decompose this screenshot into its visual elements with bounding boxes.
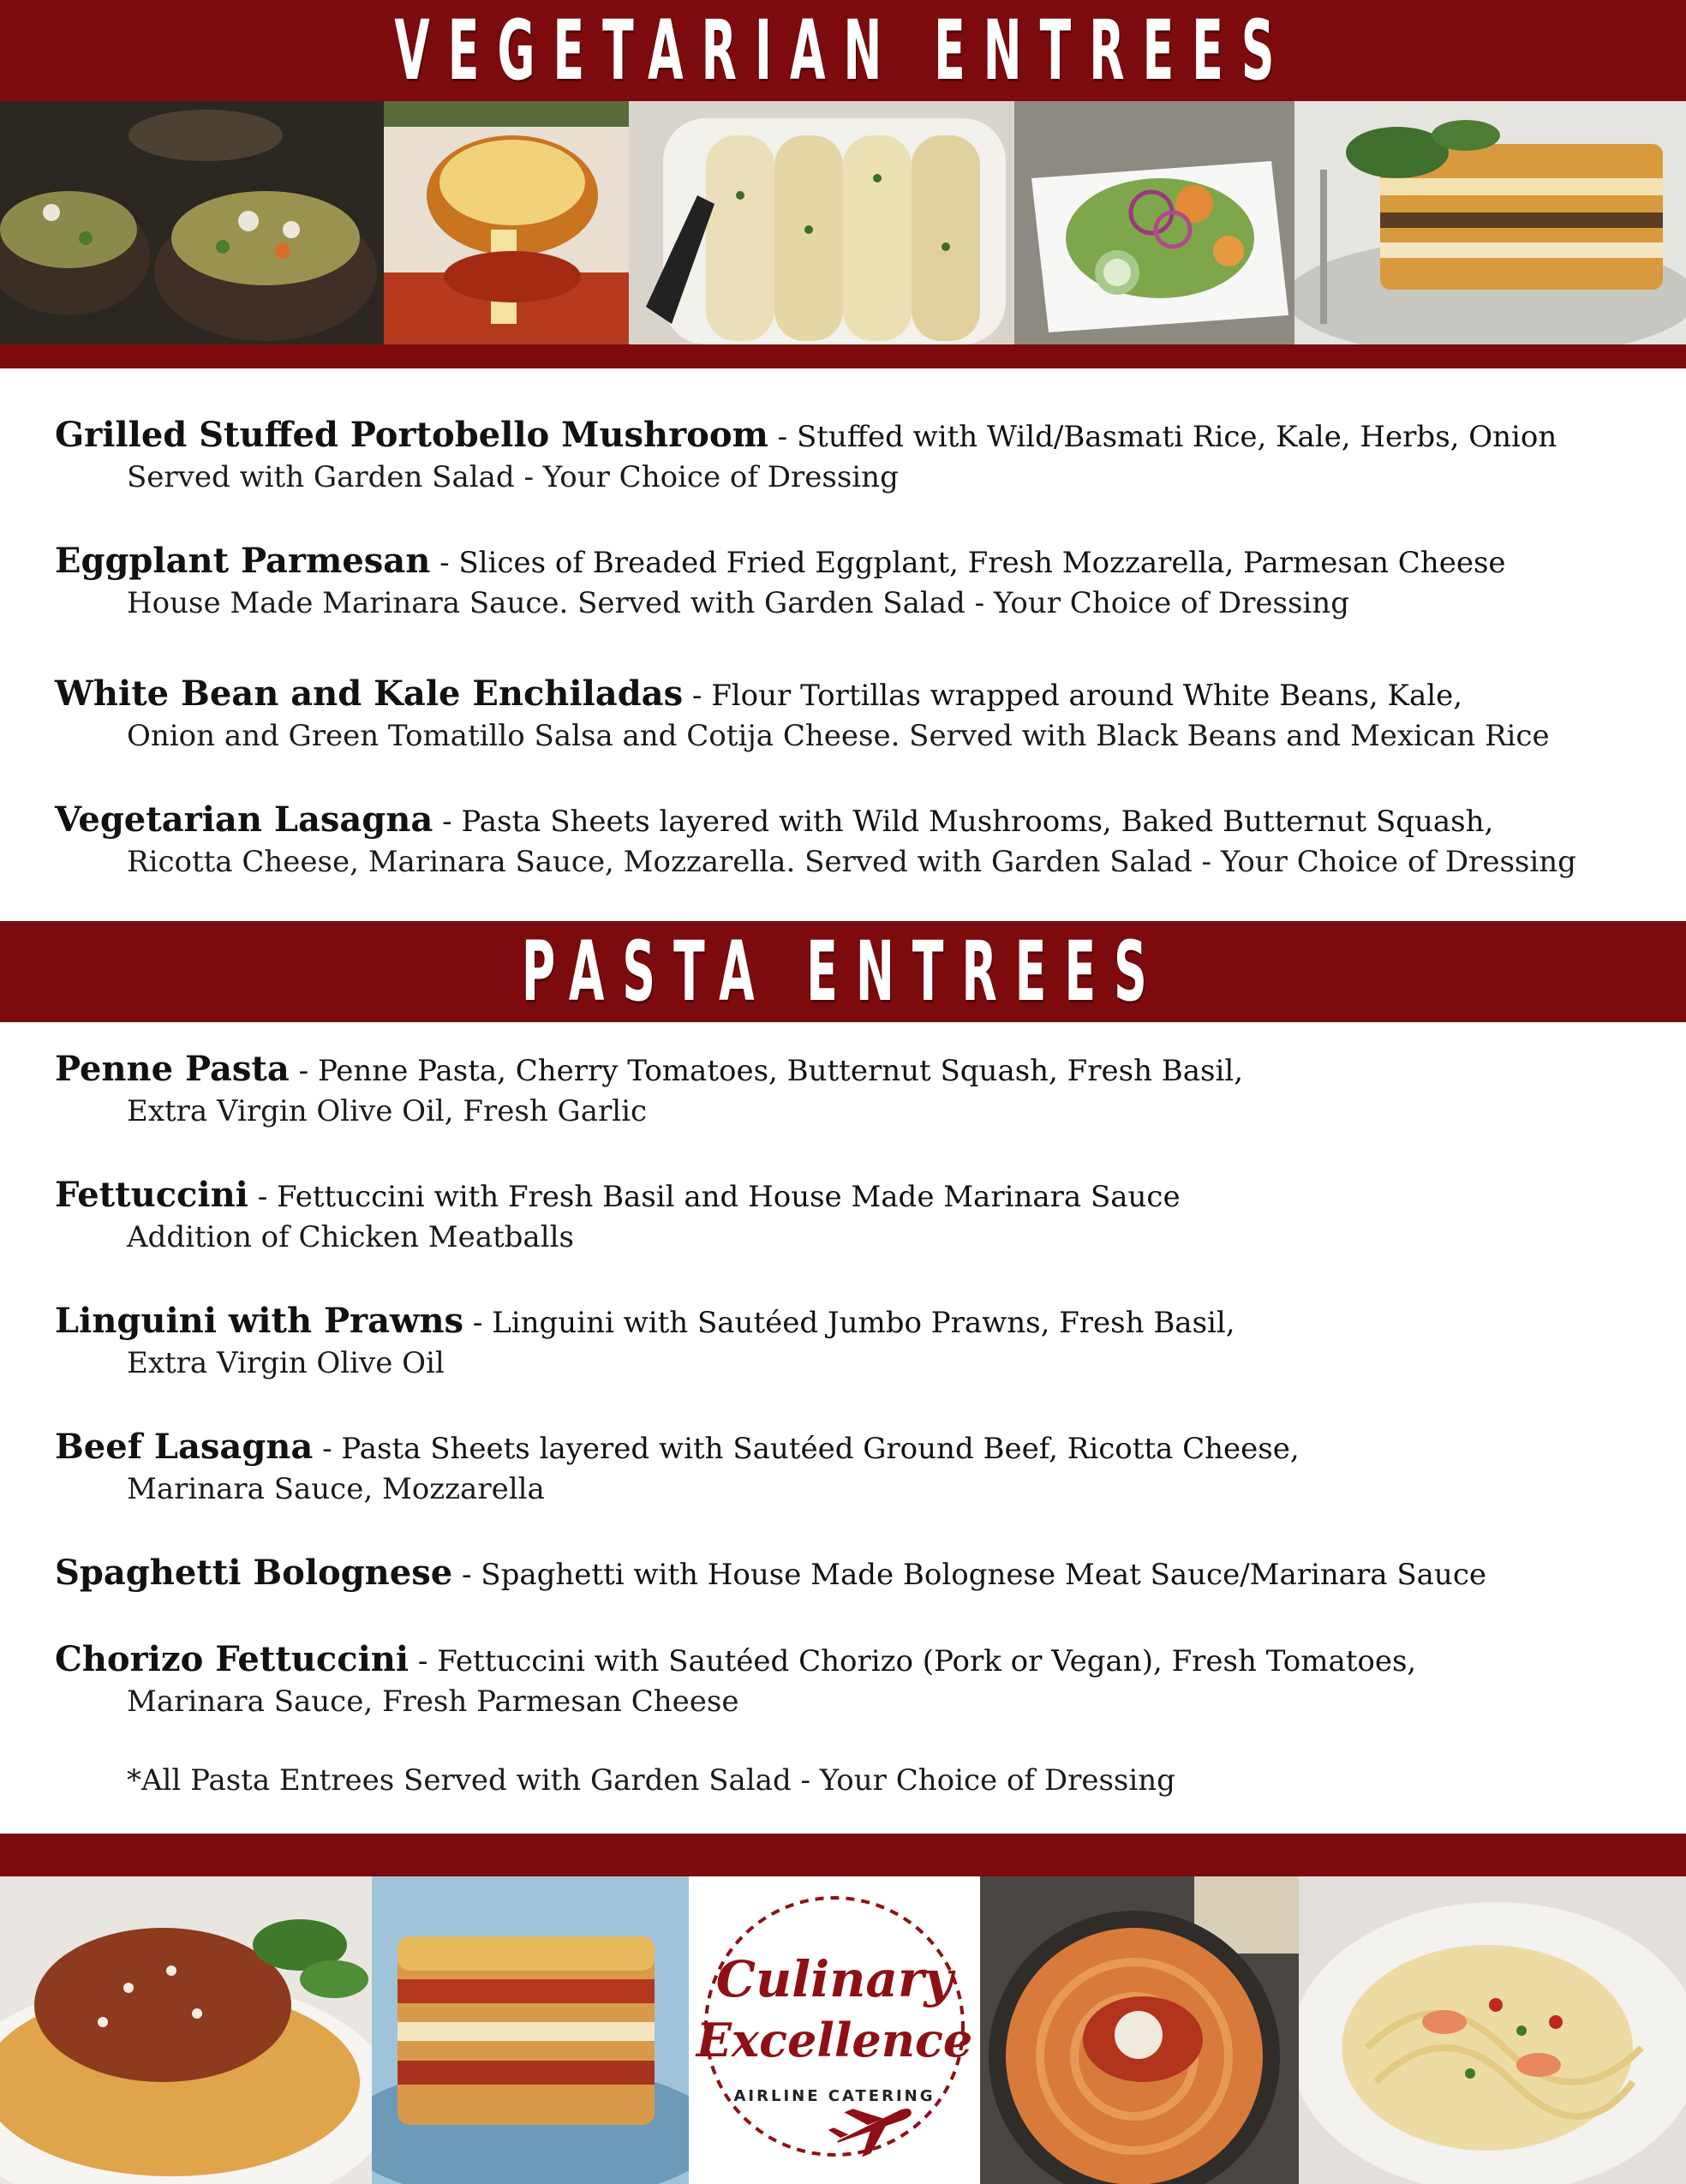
menu-item-fettuccini: Fettuccini - Fettuccini with Fresh Basil and House Made Marinara Sauce Addition of Chicken Meatballs [55,1175,1631,1257]
menu-item-eggplant-parmesan: Eggplant Parmesan - Slices of Breaded Fried Eggplant, Fresh Mozzarella, Parmesan Cheese House Made Marinara Sauce. Served with Garden Salad - Your Choice of Dressing [55,541,1631,623]
item-description: Penne Pasta, Cherry Tomatoes, Butternut Squash, Fresh Basil, [317,1054,1244,1088]
item-name: Chorizo Fettuccini [55,1639,410,1679]
item-name: White Bean and Kale Enchiladas [55,673,684,714]
beef-lasagna-photo [372,1876,689,2184]
item-description: Pasta Sheets layered with Sautéed Ground Beef, Ricotta Cheese, [341,1432,1300,1466]
menu-item-beef-lasagna: Beef Lasagna - Pasta Sheets layered with Sautéed Ground Beef, Ricotta Cheese, Marinara Sauce, Mozzarella [55,1427,1631,1509]
menu-item-penne-pasta: Penne Pasta - Penne Pasta, Cherry Tomatoes, Butternut Squash, Fresh Basil, Extra Virgin Olive Oil, Fresh Garlic [55,1049,1631,1131]
item-description-continued: Extra Virgin Olive Oil [127,1346,445,1380]
vegetarian-lasagna-photo [1294,101,1686,344]
item-description-continued: Marinara Sauce, Mozzarella [127,1472,545,1506]
vegetarian-section-title: VEGETARIAN ENTREES [393,3,1293,99]
pasta-header-band [0,921,1686,1022]
item-description-continued: Ricotta Cheese, Marinara Sauce, Mozzarella. Served with Garden Salad - Your Choice of Dressing [127,845,1576,879]
item-description-continued: Addition of Chicken Meatballs [127,1220,574,1254]
footer-band [0,1834,1686,1876]
logo-tagline: AIRLINE CATERING [733,2087,936,2105]
item-description: Slices of Breaded Fried Eggplant, Fresh Mozzarella, Parmesan Cheese [458,546,1506,580]
culinary-excellence-logo [689,1876,980,2184]
item-name: Spaghetti Bolognese [55,1553,453,1593]
spaghetti-bolognese-photo [0,1876,372,2184]
pasta-footnote: *All Pasta Entrees Served with Garden Salad - Your Choice of Dressing [127,1763,1175,1798]
item-description: Spaghetti with House Made Bolognese Meat Sauce/Marinara Sauce [481,1558,1486,1592]
item-description-continued: Marinara Sauce, Fresh Parmesan Cheese [127,1684,739,1719]
linguini-prawns-photo [1299,1876,1686,2184]
vegetarian-photo-strip [0,101,1686,344]
item-name: Eggplant Parmesan [55,541,431,581]
menu-item-linguini-prawns: Linguini with Prawns - Linguini with Sautéed Jumbo Prawns, Fresh Basil, Extra Virgin Olive Oil [55,1301,1631,1383]
menu-item-portobello: Grilled Stuffed Portobello Mushroom - Stuffed with Wild/Basmati Rice, Kale, Herbs, Onion Served with Garden Salad - Your Choice of Dressing [55,415,1631,497]
menu-item-chorizo-fettuccini: Chorizo Fettuccini - Fettuccini with Sautéed Chorizo (Pork or Vegan), Fresh Tomatoes, Marinara Sauce, Fresh Parmesan Cheese [55,1639,1631,1721]
item-name: Vegetarian Lasagna [55,799,433,840]
item-description: Fettuccini with Sautéed Chorizo (Pork or Vegan), Fresh Tomatoes, [437,1644,1417,1678]
item-description-continued: Extra Virgin Olive Oil, Fresh Garlic [127,1094,648,1128]
menu-item-vegetarian-lasagna: Vegetarian Lasagna - Pasta Sheets layered with Wild Mushrooms, Baked Butternut Squash, Ricotta Cheese, Marinara Sauce, Mozzarella. Served with Garden Salad - Your Choice of Dressing [55,799,1631,882]
item-description: Pasta Sheets layered with Wild Mushrooms, Baked Butternut Squash, [461,805,1494,839]
pasta-photo-strip [0,1876,1686,2184]
item-description: Flour Tortillas wrapped around White Beans, Kale, [711,679,1463,713]
menu-item-spaghetti-bolognese: Spaghetti Bolognese - Spaghetti with House Made Bolognese Meat Sauce/Marinara Sauce [55,1553,1486,1593]
item-description: Fettuccini with Fresh Basil and House Made Marinara Sauce [277,1180,1181,1214]
logo-line2: Excellence [696,2013,973,2067]
item-description-continued: Served with Garden Salad - Your Choice of Dressing [127,460,899,494]
item-name: Beef Lasagna [55,1427,314,1467]
item-name: Linguini with Prawns [55,1301,464,1341]
vegetarian-photo-divider [0,344,1686,368]
menu-item-enchiladas: White Bean and Kale Enchiladas - Flour Tortillas wrapped around White Beans, Kale, Onion and Green Tomatillo Salsa and Cotija Cheese. Served with Black Beans and Mexican Rice [55,673,1631,756]
fettuccini-marinara-photo [980,1876,1299,2184]
item-description: Stuffed with Wild/Basmati Rice, Kale, Herbs, Onion [796,420,1557,454]
item-description-continued: Onion and Green Tomatillo Salsa and Cotija Cheese. Served with Black Beans and Mexican Rice [127,719,1550,753]
item-name: Fettuccini [55,1175,248,1215]
eggplant-parmesan-photo [384,101,629,344]
item-description-continued: House Made Marinara Sauce. Served with Garden Salad - Your Choice of Dressing [127,586,1349,620]
enchiladas-photo [629,101,1014,344]
logo-line1: Culinary [715,1950,954,2008]
garden-salad-photo [1014,101,1294,344]
stuffed-portobello-photo [0,101,384,344]
item-description: Linguini with Sautéed Jumbo Prawns, Fresh Basil, [492,1306,1235,1340]
item-name: Penne Pasta [55,1049,290,1089]
vegetarian-header-band [0,0,1686,101]
item-name: Grilled Stuffed Portobello Mushroom [55,415,768,455]
pasta-section-title: PASTA ENTREES [521,924,1165,1020]
